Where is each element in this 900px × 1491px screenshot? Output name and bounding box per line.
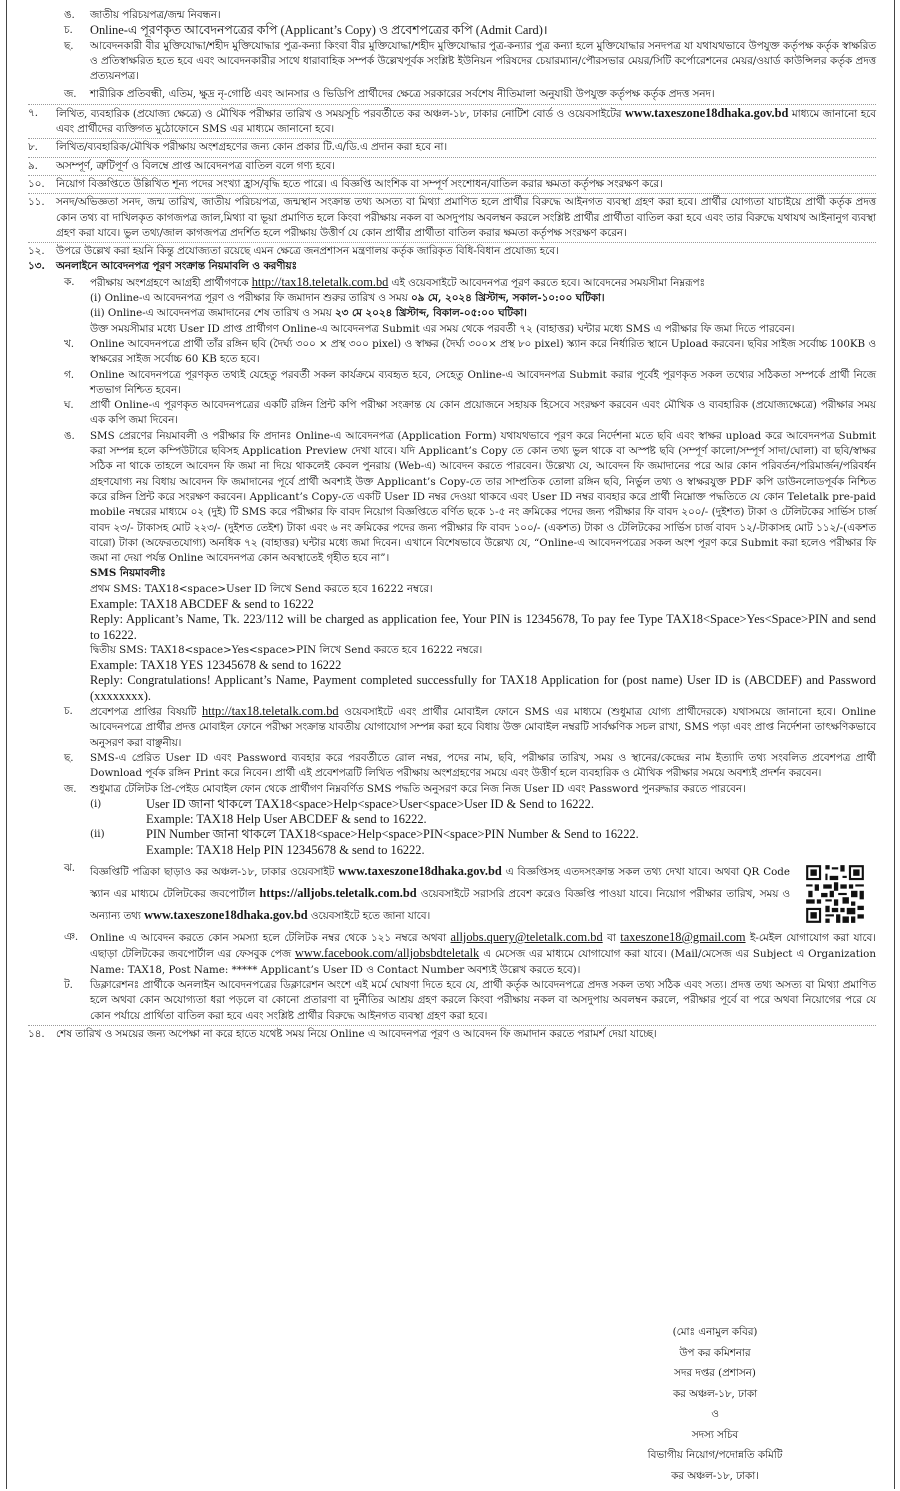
item-13-ga: গ. Online আবেদনপত্রে পূরণকৃত তথ্যই যেহেতু পরবর্তী সকল কার্যক্রমে ব্যবহৃত হবে, সেহেতু Online-এ আবেদনপত্র Submit করার পূর্বেই পূরণকৃত সকল তথ্যের সঠিকতা সম্পর্কে প্রার্থী নিজে শতভাগ নিশ্চিত হবেন। — [64, 368, 876, 396]
item-7: ৭. লিখিত, ব্যবহারিক (প্রযোজ্য ক্ষেত্রে) ও মৌখিক পরীক্ষার তারিখ ও সময়সূচি পরবর্তীতে কর অঞ্চল-১৮, ঢাকার নোটিশ বোর্ড ও ওয়েবসাইটের www.taxeszone18dhaka.gov.bd মাধ্যমে জানানো হবে এবং প্রার্থীদের ব্যক্তিগত মুঠোফোনে SMS এর মাধ্যমে জানানো হবে। — [28, 105, 876, 136]
item-14: ১৪. শেষ তারিখ ও সময়ের জন্য অপেক্ষা না করে হাতে যথেষ্ট সময় নিয়ে Online এ আবেদনপত্র পূরণ ও আবেদন ফি জমাদান করতে পরামর্শ দেয়া যাচ্ছে। — [28, 1027, 657, 1040]
website-link-2[interactable]: www.taxeszone18dhaka.gov.bd — [338, 864, 502, 879]
website-link[interactable]: www.taxeszone18dhaka.gov.bd — [624, 105, 789, 120]
item-12: ১২. উপরে উল্লেখ করা হয়নি কিন্তু প্রযোজ্যতা রয়েছে এমন ক্ষেত্রে জনপ্রশাসন মন্ত্রণালয় কর্তৃক জারিকৃত বিধি-বিধান প্রযোজ্য হবে। — [28, 245, 559, 258]
teletalk-link-2[interactable]: http://tax18.teletalk.com.bd — [201, 704, 339, 719]
item-13-ka: ক. পরীক্ষায় অংশগ্রহণে আগ্রহী প্রার্থীগণকে http://tax18.teletalk.com.bd এই ওয়েবসাইটে আবেদনপত্র পূরণ করতে হবে। আবেদনের সময়সীমা নিম্নরূপঃ (i) Online-এ আবেদনপত্র পূরণ ও পরীক্ষার ফি জমাদান শুরুর তারিখ ও সময় ০৯ মে, ২০২৪ খ্রিস্টাব্দ, সকাল-১০:০০ ঘটিকা। (ii) Online-এ আবেদনপত্র জমাদানের শেষ তারিখ ও সময় ২৩ মে ২০২৪ খ্রিস্টাব্দ, বিকাল-০৫:০০ ঘটিকা। উক্ত সময়সীমার মধ্যে User ID প্রাপ্ত প্রার্থীগণ Online-এ আবেদনপত্র Submit এর সময় থেকে পরবর্তী ৭২ (বাহাত্তর) ঘন্টার মধ্যে SMS এ পরীক্ষার ফি জমা দিতে পারবেন। — [64, 274, 795, 335]
item-13-kha: খ. Online আবেদনপত্রে প্রার্থী তাঁর রঙ্গিন ছবি (দৈর্ঘ্য ৩০০ × প্রস্থ ৩০০ pixel) ও স্বাক্ষর (দৈর্ঘ্য ৩০০× প্রস্থ ৮০ pixel) স্ক্যান করে নির্ধারিত স্থানে Upload করবেন। ছবির সাইজ সর্বোচ্চ 100KB ও স্বাক্ষরের সাইজ সর্বোচ্চ 60 KB হতে হবে। — [64, 337, 876, 366]
item-13-gha: ঘ. প্রার্থী Online-এ পূরণকৃত আবেদনপত্রের একটি রঙ্গিন প্রিন্ট কপি পরীক্ষা সংক্রান্ত যে কোন প্রয়োজনে সহায়ক হিসেবে সংরক্ষণ করবেন এবং মৌখিক ও ব্যবহারিক (প্রযোজ্যক্ষেত্রে) পরীক্ষার সময় এক কপি জমা দিবেন। — [64, 399, 876, 427]
item-top-dha: ঙ. জাতীয় পরিচয়পত্র/জন্ম নিবন্ধন। — [64, 9, 221, 21]
website-link-3[interactable]: www.taxeszone18dhaka.gov.bd — [144, 908, 308, 923]
item-top-cha: চ. Online-এ পূরণকৃত আবেদনপত্রের কপি (Applicant’s Copy) ও প্রবেশপত্রের কপি (Admit Card)। — [64, 23, 548, 38]
item-8: ৮. লিখিত/ব্যবহারিক/মৌখিক পরীক্ষায় অংশগ্রহণের জন্য কোন প্রকার টি.এ/ডি.এ প্রদান করা হবে না। — [28, 141, 448, 154]
item-13-ta: ট. ডিক্লারেশনঃ প্রার্থীকে অনলাইন আবেদনপত্রের ডিক্লারেশন অংশে এই মর্মে ঘোষণা দিতে হবে যে, প্রার্থী কর্তৃক আবেদনপত্রে প্রদত্ত সকল তথ্য সঠিক এবং সত্য। প্রদত্ত তথ্য অসত্য বা মিথ্যা প্রমাণিত হলে অথবা কোন অযোগ্যতা ধরা পড়লে বা কোনো প্রতারণা বা দুর্নীতির আশ্রয় গ্রহণ করলে কিংবা পরীক্ষায় নকল বা অসদুপায় অবলম্বন করলে, পরীক্ষার পূর্বে বা পরে অথবা নিয়োগের পরে যে কোন পর্যায়ে প্রার্থিতা বাতিল করা হবে এবং সংশ্লিষ্ট প্রার্থীর বিরুদ্ধে আইনগত ব্যবস্থা গ্রহণ করা হবে। — [64, 978, 876, 1022]
item-13-jha: ঝ. বিজ্ঞপ্তিটি পত্রিকা ছাড়াও কর অঞ্চল-১৮, ঢাকার ওয়েবসাইট www.taxeszone18dhaka.gov.bd এ বিজ্ঞপ্তিসহ এতদসংক্রান্ত সকল তথ্য দেখা যাবে। অথবা QR Code স্ক্যান এর মাধ্যমে টেলিটকের জবপোর্টাল https://alljobs.teletalk.com.bd ওয়েবসাইটে সরাসরি প্রবেশ করেও বিজ্ঞপ্তি পাওয়া যাবে। নিয়োগ পরীক্ষার তারিখ, সময় ও অন্যান্য তথ্য www.taxeszone18dhaka.gov.bd ওয়েবসাইটে হতে জানা যাবে। — [28, 861, 876, 927]
email-link-taxzone[interactable]: taxeszone18@gmail.com — [620, 930, 746, 945]
page-border — [6, 0, 895, 1489]
item-13-uma: ঙ. SMS প্রেরণের নিয়মাবলী ও পরীক্ষার ফি প্রদানঃ Online-এ আবেদনপত্র (Application Form) যথাযথভাবে পূরণ করে নির্দেশনা মতে ছবি এবং স্বাক্ষর upload করে আবেদনপত্র Submit করা সম্পন্ন হলে কম্পিউটারে ছবিসহ Application Preview দেখা যাবে। যদি Applicant’s Copy তে কোন তথ্য ভুল থাকে বা অস্পষ্ট ছবি (সম্পূর্ণ কালো/সম্পূর্ণ সাদা/ঘোলা) বা ছবি/স্বাক্ষর সঠিক না থাকে তাহলে আবেদন ফি জমা না দিয়ে থাকলেই কেবল পুনরায় (Web-এ) আবেদন করতে পারবেন। উল্লেখ্য যে, আবেদন ফি জমাদানের পরে আর কোন পরিবর্তন/পরিমার্জন/পরিবর্ধন গ্রহণযোগ্য নয় বিধায় আবেদন ফি জমাদানের পূর্বে প্রার্থী অবশ্যই উক্ত Applicant’s Copy-তে তার সাম্প্রতিক তোলা রঙ্গিন ছবি, নির্ভুল তথ্য ও স্বাক্ষরযুক্ত PDF কপি ডাউনলোডপূর্বক নিশ্চিত করে রঙ্গিন প্রিন্ট করে সংরক্ষণ করবেন। Applicant’s Copy-তে একটি User ID নম্বর দেওয়া থাকবে এবং User ID নম্বর ব্যবহার করে প্রার্থী নিম্নোক্ত পদ্ধতিতে যে কোন Teletalk pre-paid mobile নম্বরের মাধ্যমে ০২ (দুই) টি SMS করে পরীক্ষার ফি বাবদ নিয়োগ বিজ্ঞপ্তিতে বর্ণিত ছকে ১-৫ নং ক্রমিকের পদের জন্য পরীক্ষার ফি বাবদ ২০০/- (দুইশত) টাকা ও টেলিটকের সার্ভিস চার্জ বাবদ ২৩/- টাকাসহ মোট ২২৩/- (দুইশত তেইশ) টাকা এবং ৬ নং ক্রমিকের পদের জন্য পরীক্ষার ফি বাবদ ১০০/- (একশত) টাকা ও টেলিটকের সার্ভিস চার্জ বাবদ ১২/-টাকাসহ মোট ১১২/-(একশত বারো) টাকা (অফেরতযোগ্য) অনধিক ৭২ (বাহাত্তর) ঘন্টার মধ্যে জমা দিবেন। এখানে বিশেষভাবে উল্লেখ্য যে, “Online-এ আবেদনপত্রের সকল অংশ পূরণ করে Submit করা হলেও পরীক্ষার ফি জমা না দেয়া পর্যন্ত Online আবেদনপত্র কোন অবস্থাতেই গৃহীত হবে না”। SMS নিয়মাবলীঃ প্রথম SMS: TAX18<space>User ID লিখে Send করতে হবে 16222 নম্বরে। Example: TAX18 ABCDEF & send to 16222 Reply: Applicant’s Name, Tk. 223/112 will be charged as application fee, Your PIN is 12345678, To pay fee Type TAX18<Space>Yes<Space>PIN and send to 16222. দ্বিতীয় SMS: TAX18<space>Yes<space>PIN লিখে Send করতে হবে 16222 নম্বরে। Example: TAX18 YES 12345678 & send to 16222 Reply: Congratulations! Applicant’s Name, Payment completed successfully for TAX18 Application for (post name) User ID is (ABCDEF) and Password (xxxxxxxx). — [64, 429, 876, 703]
facebook-link[interactable]: www.facebook.com/alljobsbdteletalk — [294, 946, 480, 961]
item-11: ১১. সনদ/অভিজ্ঞতা সনদ, জন্ম তারিখ, জাতীয় পরিচয়পত্র, জন্মস্থান সংক্রান্ত তথ্য অসত্য বা মিথ্যা প্রমাণিত হলে প্রার্থীর বিরুদ্ধে আইনগত ব্যবস্থা গ্রহণ করা হবে। প্রার্থীর যোগ্যতা যাচাইয়ে প্রার্থী কর্তৃক প্রদত্ত কোন তথ্য বা দাখিলকৃত কাগজপত্র জাল,মিথ্যা বা ভূয়া প্রমাণিত হলে কিংবা পরীক্ষায় নকল বা অসদুপায় অবলম্বন করলে সংশ্লিষ্ট প্রার্থীর প্রার্থীতা বাতিল করা হবে এবং তার বিরুদ্ধে যথাযথ আইনানুগ ব্যবস্থা গ্রহণ করা যাবে। ভুল তথ্য/জাল কাগজপত্র প্রদর্শিত হলে পরীক্ষায় উত্তীর্ণ যে কোন প্রার্থীর প্রার্থীতা বাতিল করার ক্ষমতা কর্তৃপক্ষ সংরক্ষণ করেন। — [28, 196, 876, 239]
item-top-ja: জ. শারীরিক প্রতিবন্ধী, এতিম, ক্ষুদ্র নৃ-গোষ্ঠি এবং আনসার ও ভিডিপি প্রার্থীদের ক্ষেত্রে সরকারের সর্বশেষ নীতিমালা অনুযায়ী উপযুক্ত কর্তৃপক্ষ কর্তৃক প্রদত্ত সনদ। — [64, 88, 715, 101]
email-link-teletalk[interactable]: alljobs.query@teletalk.com.bd — [450, 930, 603, 945]
item-10: ১০. নিয়োগ বিজ্ঞপ্তিতে উল্লিখিত শূন্য পদের সংখ্যা হ্রাস/বৃদ্ধি হতে পারে। এ বিজ্ঞপ্তি আংশিক বা সম্পূর্ণ সংশোধন/বাতিল করার ক্ষমতা কর্তৃপক্ষ সংরক্ষণ করে। — [28, 177, 663, 190]
item-13-chha: ছ. SMS-এ প্রেরিত User ID এবং Password ব্যবহার করে পরবর্তীতে রোল নম্বর, পদের নাম, ছবি, পরীক্ষার তারিখ, সময় ও স্থানের/কেন্দ্রের নাম ইত্যাদি তথ্য সংবলিত প্রবেশপত্র প্রার্থী Download পূর্বক রঙ্গিন Print করে নিবেন। প্রার্থী এই প্রবেশপত্রটি লিখিত পরীক্ষায় অংশগ্রহণের সময়ে এবং উত্তীর্ণ হলে ব্যবহারিক ও মৌখিক পরীক্ষার সময়ে অবশ্যই প্রদর্শন করবেন। — [64, 751, 876, 780]
item-13-heading: ১৩. অনলাইনে আবেদনপত্র পূরণ সংক্রান্ত নিয়মাবলি ও করণীয়ঃ — [28, 260, 298, 273]
item-9: ৯. অসম্পূর্ণ, ত্রুটিপূর্ণ ও বিলম্বে প্রাপ্ত আবেদনপত্র বাতিল বলে গণ্য হবে। — [28, 159, 335, 172]
alljobs-link[interactable]: https://alljobs.teletalk.com.bd — [259, 886, 417, 901]
item-13-cha: চ. প্রবেশপত্র প্রাপ্তির বিষয়টি http://tax18.teletalk.com.bd ওয়েবসাইটে এবং প্রার্থীর মোবাইল ফোনে SMS এর মাধ্যমে (শুধুমাত্র যোগ্য প্রার্থীদেরকে) যথাসময়ে জানানো হবে। Online আবেদনপত্রে প্রার্থীর প্রদত্ত মোবাইল ফোনে পরীক্ষা সংক্রান্ত যাবতীয় যোগাযোগ সম্পন্ন করা হবে বিধায় উক্ত মোবাইল নম্বরটি সার্বক্ষণিক সচল রাখা, SMS পড়া এবং প্রাপ্ত নির্দেশনা তাৎক্ষণিকভাবে অনুসরণ করা বাঞ্ছনীয়। — [64, 704, 877, 749]
item-13-nya: ঞ. Online এ আবেদন করতে কোন সমস্যা হলে টেলিটক নম্বর থেকে ১২১ নম্বরে অথবা alljobs.query@teletalk.com.bd বা taxeszone18@gmail.com ই-মেইল যোগাযোগ করা যাবে। এছাড়া টেলিটকের জবপোর্টাল এর ফেসবুক পেজ www.facebook.com/alljobsbdteletalk এ মেসেজ এর মাধ্যমে যোগাযোগ করা যাবে। (Mail/মেসেজ এর Subject এ Organization Name: TAX18, Post Name: ***** Applicant’s User ID ও Contact Number অবশ্যই উল্লেখ করতে হবে)। — [64, 930, 876, 976]
item-top-chha: ছ. আবেদনকারী বীর মুক্তিযোদ্ধা/শহীদ মুক্তিযোদ্ধার পুত্র-কন্যা কিংবা বীর মুক্তিযোদ্ধা/শহীদ মুক্তিযোদ্ধার পুত্র-কন্যার পুত্র কন্যা হলে মুক্তিযোদ্ধার সনদপত্র যা যথাযথভাবে উপযুক্ত কর্তৃপক্ষ কর্তৃক স্বাক্ষরিত ও প্রতিস্বাক্ষরিত হতে হবে এবং আবেদনকারীর সাথে ধারাবাহিক সম্পর্ক উল্লেখপূর্বক সংশ্লিষ্ট ইউনিয়ন পরিষদের চেয়ারম্যান/পৌরসভার মেয়র/সিটি কর্পোরেশনের মেয়র/ওয়ার্ড কাউন্সিলর কর্তৃক প্রদত্ত প্রত্যয়নপত্র। — [64, 39, 876, 83]
item-13-ja: জ. শুধুমাত্র টেলিটক প্রি-পেইড মোবাইল ফোন থেকে প্রার্থীগণ নিম্নবর্ণিত SMS পদ্ধতি অনুসরণ করে নিজ নিজ User ID এবং Password পুনরুদ্ধার করতে পারবেন। (i) User ID জানা থাকলে TAX18<space>Help<space>User<space>User ID & Send to 16222. Example: TAX18 Help User ABCDEF & send to 16222. (ii) PIN Number জানা থাকলে TAX18<space>Help<space>PIN<space>PIN Number & Send to 16222. Example: TAX18 Help PIN 12345678 & send to 16222. — [64, 782, 746, 857]
signature-block: (মোঃ এনামুল কবির) উপ কর কমিশনার সদর দপ্তর (প্রশাসন) কর অঞ্চল-১৮, ঢাকা ও সদস্য সচিব বিভাগীয় নিয়োগ/পদোন্নতি কমিটি কর অঞ্চল-১৮, ঢাকা। — [647, 1326, 783, 1482]
teletalk-link[interactable]: http://tax18.teletalk.com.bd — [251, 274, 389, 289]
